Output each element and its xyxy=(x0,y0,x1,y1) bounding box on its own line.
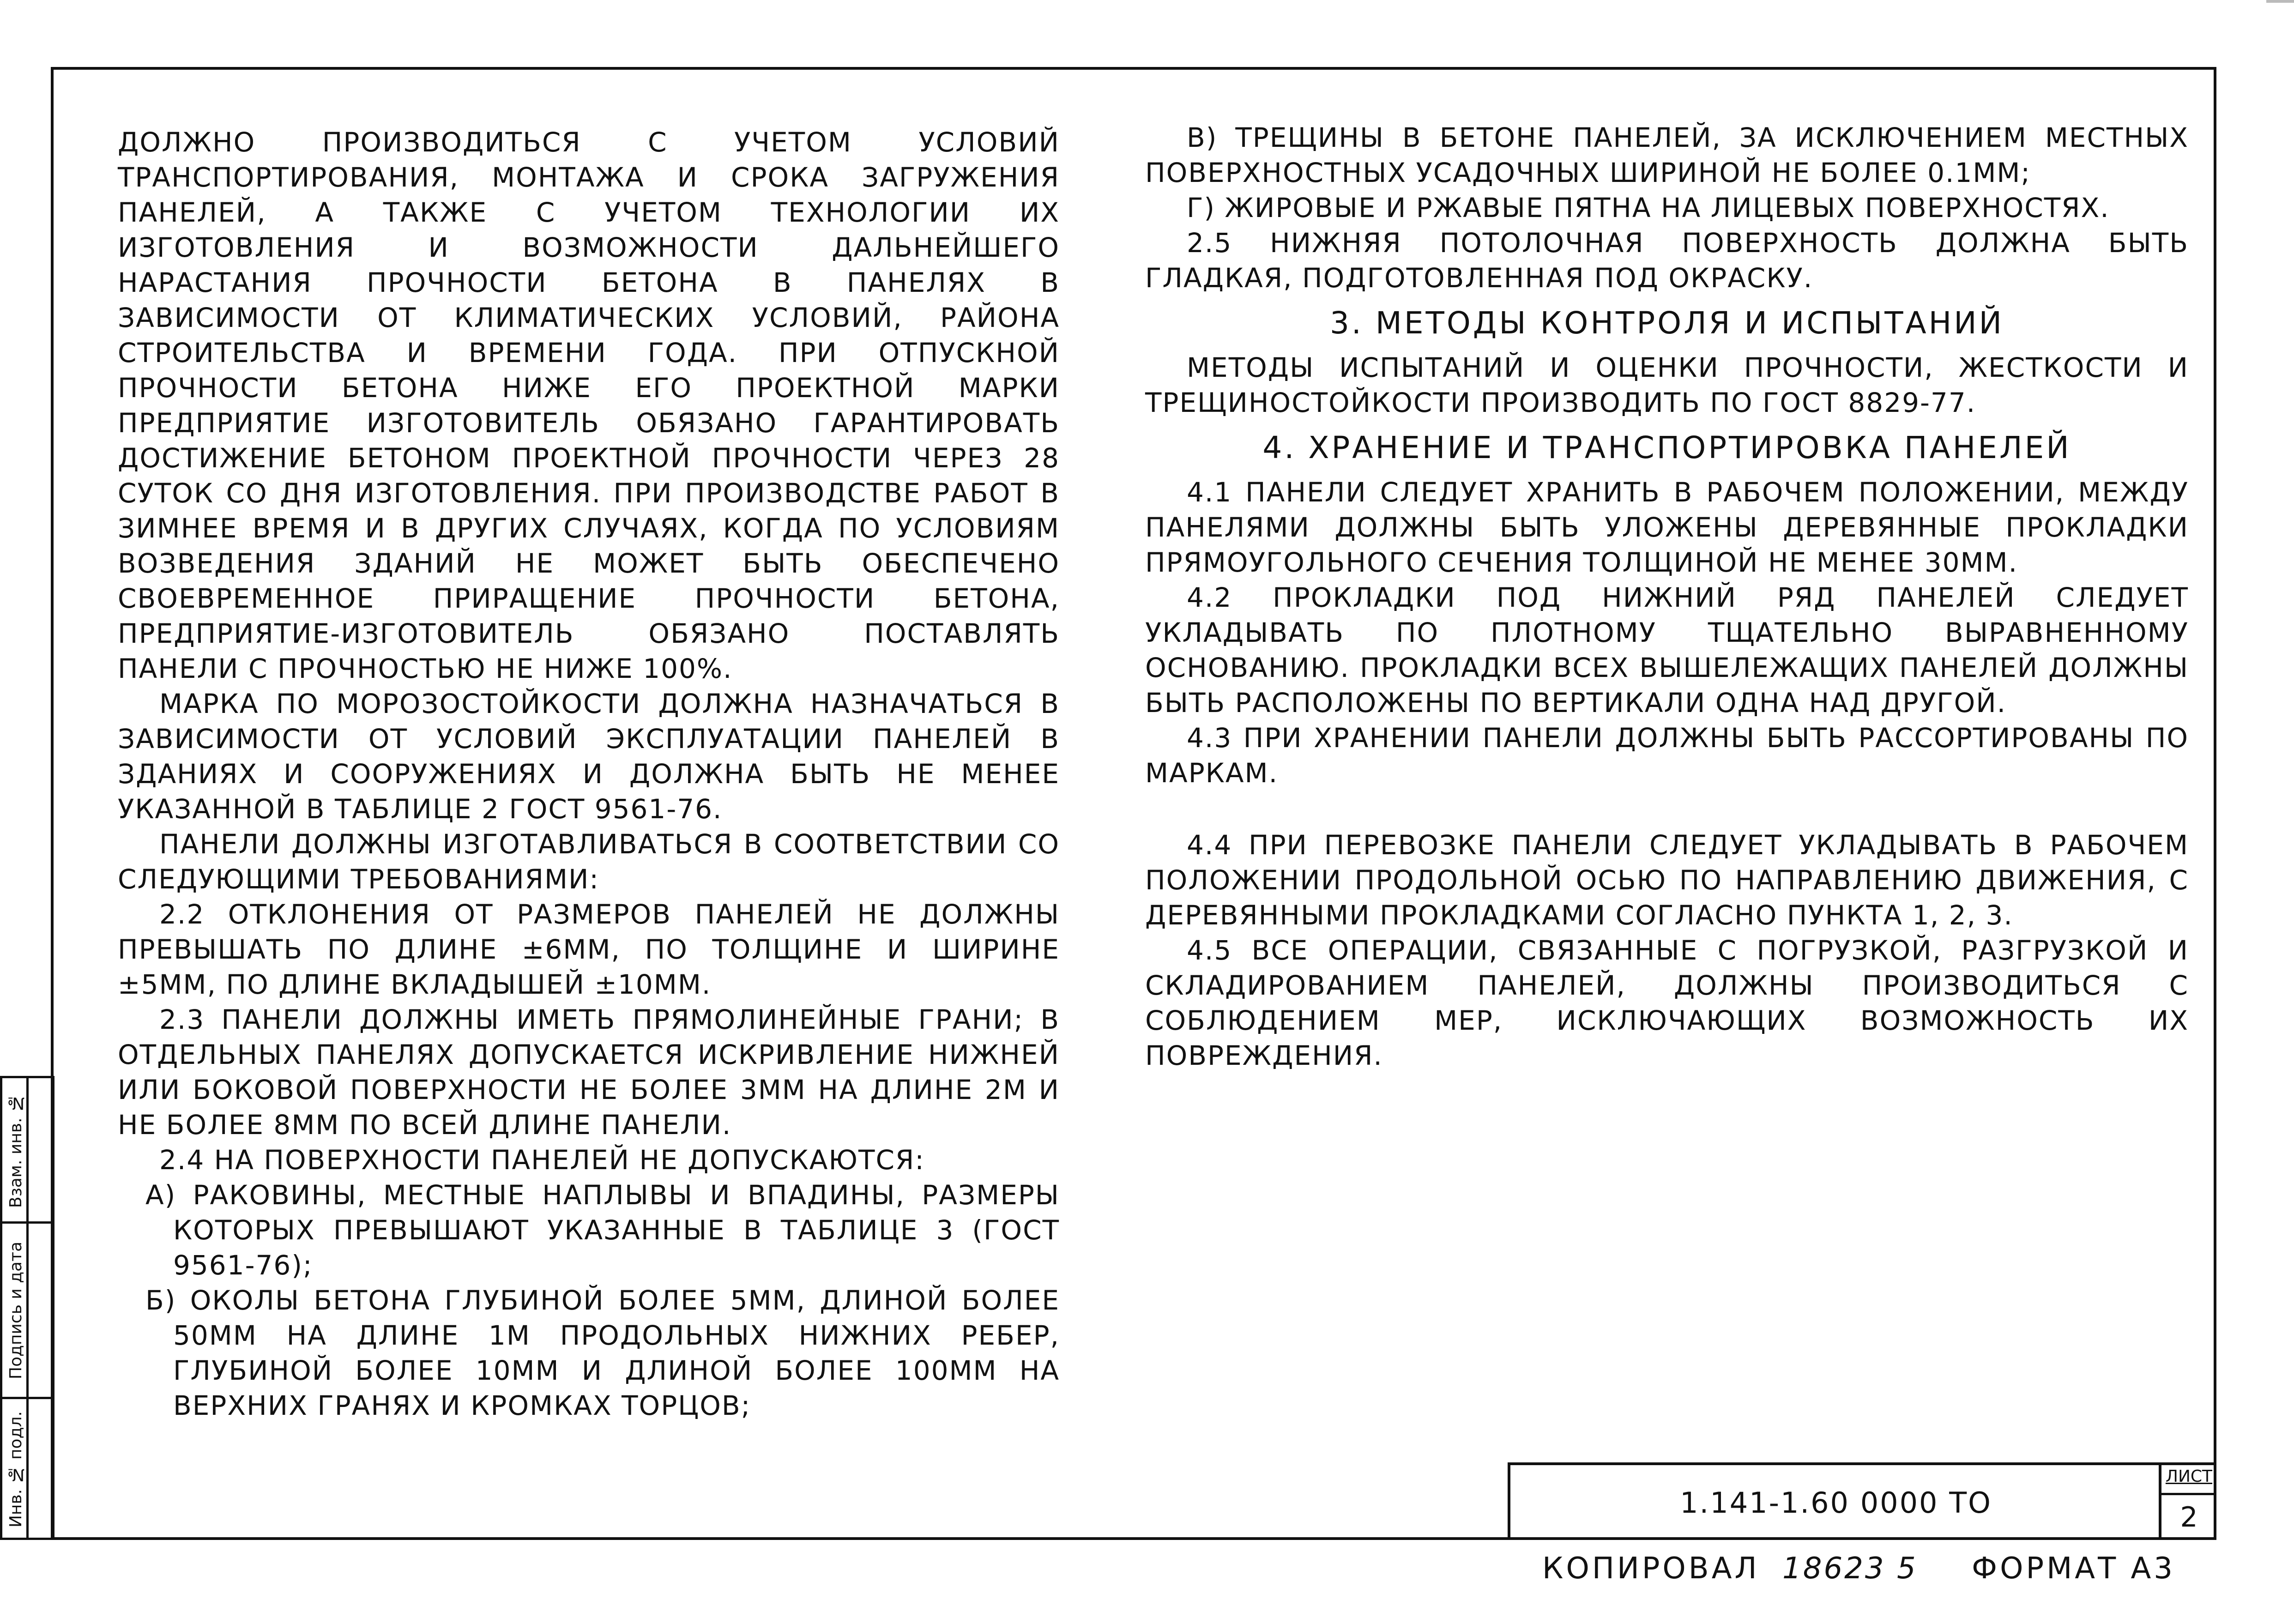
section-4-heading: 4. ХРАНЕНИЕ И ТРАНСПОРТИРОВКА ПАНЕЛЕЙ xyxy=(1262,430,2071,465)
copied-by-label: КОПИРОВАЛ xyxy=(1542,1552,1760,1586)
spacer xyxy=(1145,791,2189,827)
item-4-3: 4.3 ПРИ ХРАНЕНИИ ПАНЕЛИ ДОЛЖНЫ БЫТЬ РАССОРТИРОВАНЫ ПО МАРКАМ. xyxy=(1145,722,2189,789)
item-4-5: 4.5 ВСЕ ОПЕРАЦИИ, СВЯЗАННЫЕ С ПОГРУЗКОЙ, РАЗГРУЗКОЙ И СКЛАДИРОВАНИЕМ ПАНЕЛЕЙ, ДОЛЖНЫ ПРОИЗВОДИТЬСЯ С СОБЛЮДЕНИЕМ МЕР, ИСКЛЮЧАЮЩИХ ВОЗМОЖНОСТЬ ИХ ПОВРЕЖДЕНИЯ. xyxy=(1145,935,2189,1071)
left-column xyxy=(118,125,1060,1423)
sheet-label: ЛИСТ xyxy=(2165,1467,2213,1486)
item-2-4: 2.4 НА ПОВЕРХНОСТИ ПАНЕЛЕЙ НЕ ДОПУСКАЮТСЯ: xyxy=(159,1144,925,1176)
item-2-4-v: В) ТРЕЩИНЫ В БЕТОНЕ ПАНЕЛЕЙ, ЗА ИСКЛЮЧЕНИЕМ МЕСТНЫХ ПОВЕРХНОСТНЫХ УСАДОЧНЫХ ШИРИНОЙ НЕ БОЛЕЕ 0.1ММ; xyxy=(1145,122,2189,188)
stamp-row-divider xyxy=(2,1221,52,1224)
item-2-2: 2.2 ОТКЛОНЕНИЯ ОТ РАЗМЕРОВ ПАНЕЛЕЙ НЕ ДОЛЖНЫ ПРЕВЫШАТЬ ПО ДЛИНЕ ±6ММ, ПО ТОЛЩИНЕ И ШИРИНЕ ±5ММ, ПО ДЛИНЕ ВКЛАДЫШЕЙ ±10ММ. xyxy=(118,899,1060,1000)
stamp-sign-date: Подпись и дата xyxy=(6,1241,25,1379)
item-4-1: 4.1 ПАНЕЛИ СЛЕДУЕТ ХРАНИТЬ В РАБОЧЕМ ПОЛОЖЕНИИ, МЕЖДУ ПАНЕЛЯМИ ДОЛЖНЫ БЫТЬ УЛОЖЕНЫ ДЕРЕВЯННЫЕ ПРОКЛАДКИ ПРЯМОУГОЛЬНОГО СЕЧЕНИЯ ТОЛЩИНОЙ НЕ МЕНЕЕ 30ММ. xyxy=(1145,477,2189,578)
document-code: 1.141-1.60 0000 ТО xyxy=(1680,1485,1992,1520)
section-3-heading: 3. МЕТОДЫ КОНТРОЛЯ И ИСПЫТАНИЙ xyxy=(1329,305,2004,341)
sheet-divider xyxy=(2161,1493,2216,1495)
side-stamp xyxy=(0,1076,54,1540)
paragraph-requirements: ПАНЕЛИ ДОЛЖНЫ ИЗГОТАВЛИВАТЬСЯ В СООТВЕТСТВИИ СО СЛЕДУЮЩИМИ ТРЕБОВАНИЯМИ: xyxy=(118,828,1060,895)
stamp-inv-podl: Инв. № подл. xyxy=(6,1411,25,1528)
corner-mark xyxy=(2266,0,2294,3)
item-2-3: 2.3 ПАНЕЛИ ДОЛЖНЫ ИМЕТЬ ПРЯМОЛИНЕЙНЫЕ ГРАНИ; В ОТДЕЛЬНЫХ ПАНЕЛЯХ ДОПУСКАЕТСЯ ИСКРИВЛЕНИЕ НИЖНЕЙ ИЛИ БОКОВОЙ ПОВЕРХНОСТИ НЕ БОЛЕЕ 3ММ НА ДЛИНЕ 2М И НЕ БОЛЕЕ 8ММ ПО ВСЕЙ ДЛИНЕ ПАНЕЛИ. xyxy=(118,1004,1060,1141)
stamp-row-divider xyxy=(2,1397,52,1399)
title-block xyxy=(1508,1462,2216,1540)
paragraph-frost: МАРКА ПО МОРОЗОСТОЙКОСТИ ДОЛЖНА НАЗНАЧАТЬСЯ В ЗАВИСИМОСТИ ОТ УСЛОВИЙ ЭКСПЛУАТАЦИИ ПАНЕЛЕЙ В ЗДАНИЯХ И СООРУЖЕНИЯХ И ДОЛЖНА БЫТЬ НЕ МЕНЕЕ УКАЗАННОЙ В ТАБЛИЦЕ 2 ГОСТ 9561-76. xyxy=(118,688,1060,825)
item-2-5: 2.5 НИЖНЯЯ ПОТОЛОЧНАЯ ПОВЕРХНОСТЬ ДОЛЖНА БЫТЬ ГЛАДКАЯ, ПОДГОТОВЛЕННАЯ ПОД ОКРАСКУ. xyxy=(1145,227,2189,294)
item-4-2: 4.2 ПРОКЛАДКИ ПОД НИЖНИЙ РЯД ПАНЕЛЕЙ СЛЕДУЕТ УКЛАДЫВАТЬ ПО ПЛОТНОМУ ТЩАТЕЛЬНО ВЫРАВНЕННОМУ ОСНОВАНИЮ. ПРОКЛАДКИ ВСЕХ ВЫШЕЛЕЖАЩИХ ПАНЕЛЕЙ ДОЛЖНЫ БЫТЬ РАСПОЛОЖЕНЫ ПО ВЕРТИКАЛИ ОДНА НАД ДРУГОЙ. xyxy=(1145,582,2189,718)
sheet-cell xyxy=(2159,1465,2216,1540)
item-2-4-a: А) РАКОВИНЫ, МЕСТНЫЕ НАПЛЫВЫ И ВПАДИНЫ, РАЗМЕРЫ КОТОРЫХ ПРЕВЫШАЮТ УКАЗАННЫЕ В ТАБЛИЦЕ 3 (ГОСТ 9561-76); xyxy=(145,1179,1060,1281)
stamp-divider xyxy=(26,1078,29,1538)
copy-number: 18623 5 xyxy=(1782,1552,1918,1586)
section-3-text: МЕТОДЫ ИСПЫТАНИЙ И ОЦЕНКИ ПРОЧНОСТИ, ЖЕСТКОСТИ И ТРЕЩИНОСТОЙКОСТИ ПРОИЗВОДИТЬ ПО ГОСТ 8829-77. xyxy=(1145,352,2189,418)
paragraph-strength: ДОЛЖНО ПРОИЗВОДИТЬСЯ С УЧЕТОМ УСЛОВИЙ ТРАНСПОРТИРОВАНИЯ, МОНТАЖА И СРОКА ЗАГРУЖЕНИЯ ПАНЕЛЕЙ, А ТАКЖЕ С УЧЕТОМ ТЕХНОЛОГИИ ИХ ИЗГОТОВЛЕНИЯ И ВОЗМОЖНОСТИ ДАЛЬНЕЙШЕГО НАРАСТАНИЯ ПРОЧНОСТИ БЕТОНА В ПАНЕЛЯХ В ЗАВИСИМОСТИ ОТ КЛИМАТИЧЕСКИХ УСЛОВИЙ, РАЙОНА СТРОИТЕЛЬСТВА И ВРЕМЕНИ ГОДА. ПРИ ОТПУСКНОЙ ПРОЧНОСТИ БЕТОНА НИЖЕ ЕГО ПРОЕКТНОЙ МАРКИ ПРЕДПРИЯТИЕ ИЗГОТОВИТЕЛЬ ОБЯЗАНО ГАРАНТИРОВАТЬ ДОСТИЖЕНИЕ БЕТОНОМ ПРОЕКТНОЙ ПРОЧНОСТИ ЧЕРЕЗ 28 СУТОК СО ДНЯ ИЗГОТОВЛЕНИЯ. ПРИ ПРОИЗВОДСТВЕ РАБОТ В ЗИМНЕЕ ВРЕМЯ И В ДРУГИХ СЛУЧАЯХ, КОГДА ПО УСЛОВИЯМ ВОЗВЕДЕНИЯ ЗДАНИЙ НЕ МОЖЕТ БЫТЬ ОБЕСПЕЧЕНО СВОЕВРЕМЕННОЕ ПРИРАЩЕНИЕ ПРОЧНОСТИ БЕТОНА, ПРЕДПРИЯТИЕ-ИЗГОТОВИТЕЛЬ ОБЯЗАНО ПОСТАВЛЯТЬ ПАНЕЛИ С ПРОЧНОСТЬЮ НЕ НИЖЕ 100%. xyxy=(118,127,1060,684)
sheet-number: 2 xyxy=(2180,1501,2198,1533)
item-2-4-b: Б) ОКОЛЫ БЕТОНА ГЛУБИНОЙ БОЛЕЕ 5ММ, ДЛИНОЙ БОЛЕЕ 50ММ НА ДЛИНЕ 1М ПРОДОЛЬНЫХ НИЖНИХ РЕБЕР, ГЛУБИНОЙ БОЛЕЕ 10ММ И ДЛИНОЙ БОЛЕЕ 100ММ НА ВЕРХНИХ ГРАНЯХ И КРОМКАХ ТОРЦОВ; xyxy=(145,1285,1060,1421)
item-2-4-g: Г) ЖИРОВЫЕ И РЖАВЫЕ ПЯТНА НА ЛИЦЕВЫХ ПОВЕРХНОСТЯХ. xyxy=(1187,192,2110,223)
format-label: ФОРМАТ А3 xyxy=(1972,1552,2175,1586)
right-column xyxy=(1145,120,2189,1073)
stamp-vzam-inv: Взам. инв. № xyxy=(6,1093,25,1208)
item-4-4: 4.4 ПРИ ПЕРЕВОЗКЕ ПАНЕЛИ СЛЕДУЕТ УКЛАДЫВАТЬ В РАБОЧЕМ ПОЛОЖЕНИИ ПРОДОЛЬНОЙ ОСЬЮ ПО НАПРАВЛЕНИЮ ДВИЖЕНИЯ, С ДЕРЕВЯННЫМИ ПРОКЛАДКАМИ СОГЛАСНО ПУНКТА 1, 2, 3. xyxy=(1145,829,2189,931)
